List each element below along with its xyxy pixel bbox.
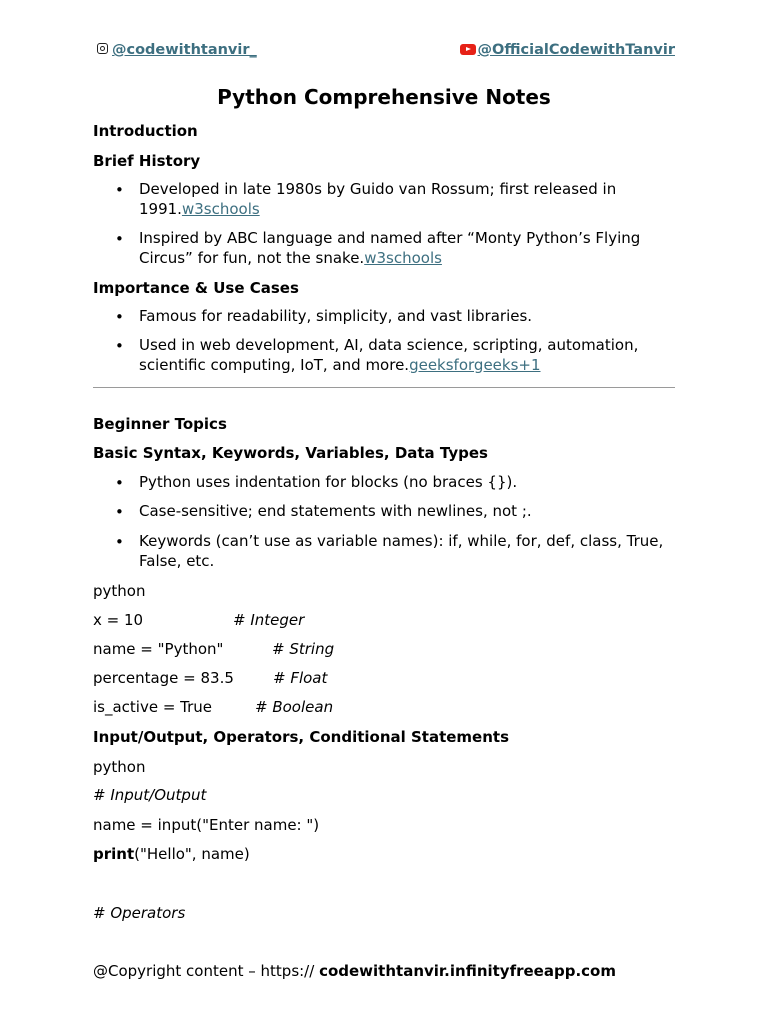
list-item: Developed in late 1980s by Guido van Rossum; first released in 1991.w3schools: [139, 180, 617, 218]
bullet-icon: •: [115, 337, 124, 355]
print-keyword: print: [93, 845, 135, 863]
list-item: Used in web development, AI, data science, scripting, automation, scientific computing, IoT, and more.geeksforgeeks+1: [139, 336, 639, 374]
bullet-icon: •: [115, 503, 124, 521]
syntax-heading: Basic Syntax, Keywords, Variables, Data Types: [93, 444, 488, 462]
list-item: Keywords (can’t use as variable names): if, while, for, def, class, True, False, etc.: [139, 532, 664, 570]
copyright-footer: @Copyright content – https:// codewithtanvir.infinityfreeapp.com: [93, 962, 616, 980]
list-item: Python uses indentation for blocks (no braces {}).: [139, 473, 518, 491]
youtube-link[interactable]: [460, 42, 675, 58]
bullet-icon: •: [115, 474, 124, 492]
beginner-heading: Beginner Topics: [93, 415, 227, 433]
list-item: Famous for readability, simplicity, and vast libraries.: [139, 307, 533, 325]
list-item: Case-sensitive; end statements with newlines, not ;.: [139, 502, 532, 520]
code-line: name = input("Enter name: "): [93, 816, 320, 834]
list-item: Inspired by ABC language and named after “Monty Python’s Flying Circus” for fun, not the snake.w3schools: [139, 229, 641, 267]
w3schools-link[interactable]: w3schools: [181, 199, 260, 218]
code-language-label: python: [93, 758, 146, 776]
instagram-icon: [97, 43, 108, 54]
code-line: x = 10: [93, 611, 144, 629]
code-comment: # String: [272, 640, 335, 658]
section-divider: [93, 387, 675, 388]
code-comment: # Integer: [233, 611, 305, 629]
code-line: print("Hello", name): [93, 845, 250, 863]
bullet-icon: •: [115, 230, 124, 248]
youtube-icon: [460, 44, 476, 55]
geeksforgeeks-link[interactable]: geeksforgeeks+1: [409, 355, 541, 374]
w3schools-link[interactable]: w3schools: [364, 248, 442, 267]
code-comment: # Operators: [93, 904, 186, 922]
instagram-handle[interactable]: @codewithtanvir_: [112, 42, 257, 58]
code-comment: # Input/Output: [93, 786, 207, 804]
footer-site: codewithtanvir.infinityfreeapp.com: [319, 962, 616, 980]
code-language-label: python: [93, 582, 146, 600]
code-comment: # Boolean: [255, 698, 334, 716]
importance-heading: Importance & Use Cases: [93, 279, 299, 297]
page-title: Python Comprehensive Notes: [217, 85, 551, 109]
code-line: is_active = True: [93, 698, 213, 716]
io-heading: Input/Output, Operators, Conditional Statements: [93, 728, 510, 746]
bullet-icon: •: [115, 308, 124, 326]
introduction-heading: Introduction: [93, 122, 198, 140]
youtube-handle[interactable]: @OfficialCodewithTanvir: [477, 42, 675, 58]
code-comment: # Float: [273, 669, 328, 687]
instagram-link[interactable]: [97, 42, 257, 58]
code-line: percentage = 83.5: [93, 669, 234, 687]
code-line: name = "Python": [93, 640, 224, 658]
bullet-icon: •: [115, 533, 124, 551]
bullet-icon: •: [115, 181, 124, 199]
brief-history-heading: Brief History: [93, 152, 201, 170]
